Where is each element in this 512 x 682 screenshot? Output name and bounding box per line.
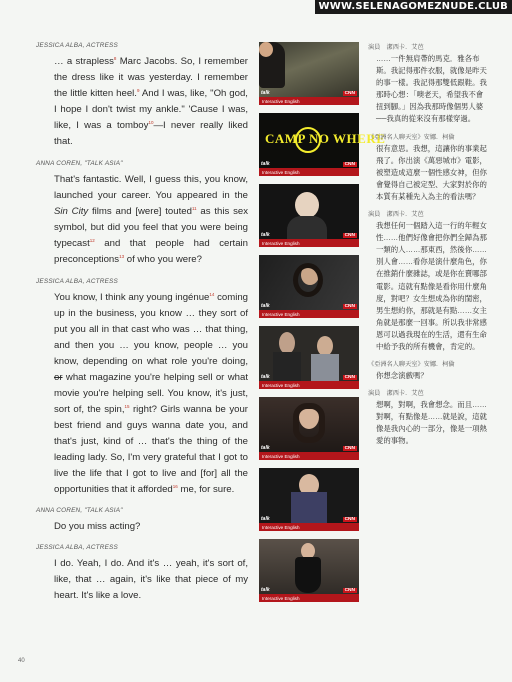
video-still: talk CNN Interactive English	[259, 42, 359, 105]
cnn-logo: CNN	[344, 304, 355, 309]
speaker-label: JESSICA ALBA, ACTRESS	[36, 42, 118, 49]
zh-speaker-label: 《亞洲名人聊天室》安娜．柯倫	[368, 133, 455, 141]
footnote-marker: 12	[89, 237, 95, 243]
zh-speech-paragraph: 很有意思。我想，這讓你的事業起飛了。你出演《萬惡城市》電影，被塑造成這麼一個性感女神，但你會覺得自己被定型、大家對於你的本質有某種先入為主的看法嗎？	[376, 143, 487, 201]
speech-paragraph: Do you miss acting?	[54, 521, 141, 532]
footnote-marker: 16	[172, 483, 178, 489]
chinese-transcript	[368, 42, 490, 454]
footnote-marker: 14	[209, 291, 215, 297]
cnn-logo: CNN	[344, 517, 355, 522]
zh-speech-paragraph: 我想任何一個踏入這一行的年輕女性……他們好像會把你們全歸為那一類的人……那東西，然後你……別人會……看你是演什麼角色，你在推銷什麼雜誌，或是你在賣哪部電影。這就有點像是看你用什麼角度，對吧？女生想成為你的閨密，男生想約你，那就是有點……女主角就是那麼一回事。所以我非常感恩可以過我現在的生活，還有生命中給予我的所有機會，肯定的。	[376, 221, 487, 351]
zh-speaker-label: 《亞洲名人聊天室》安娜．柯倫	[368, 361, 455, 369]
zh-speech-paragraph: 你想念演戲嗎？	[376, 371, 428, 381]
zh-speech-paragraph: 想啊，對啊，我會想念。而且……對啊，有點像是……就是說，這就像是我內心的一部分，像是一項熱愛的事物。	[376, 400, 487, 446]
cnn-logo: CNN	[344, 233, 355, 238]
cnn-logo: CNN	[344, 446, 355, 451]
watermark: WWW.SELENAGOMEZNUDE.CLUB	[315, 0, 512, 14]
cnn-logo: CNN	[344, 162, 355, 167]
speech-paragraph: … a strapless$^8$ Marc Jacobs. So, I remember the dress like it was yesterday. I remember the little kitten heel.$^9$ And I was, like, "Oh god, I hope I don't twist my ankle." 'Cause I was, like, I was a tomboy$^{10}$—I never really liked that.	[54, 55, 248, 147]
speaker-label: ANNA COREN, "TALK ASIA"	[36, 507, 123, 514]
english-transcript	[36, 42, 248, 614]
video-still: talk CNN Interactive English	[259, 255, 359, 318]
footnote-marker: 13	[119, 253, 125, 259]
video-still: talk CNN Interactive English	[259, 184, 359, 247]
speaker-label: ANNA COREN, "TALK ASIA"	[36, 160, 123, 167]
cnn-logo: CNN	[344, 375, 355, 380]
speech-paragraph: You know, I think any young ingénue$^{14}$ coming up in the business, you know … they sort of put you all in that cast who was … that thing, and then you … you know, people … you know, depending on what role you're doing, or what magazine you're helping sell or what movie you're helping sell. You know, it's just, sort of, the spin,$^{15}$ right? Girls wanna be your best friend and guys wanna date you, and that's just, kind of … that's the thing of the leading lady. So, I'm very grateful that I got to live the life that I got to live and [for] all the opportunities that it afforded$^{16}$ me, for sure.	[54, 291, 249, 495]
cnn-logo: CNN	[344, 91, 355, 96]
page-number: 40	[18, 658, 25, 664]
zh-speaker-label: 演員 潔西卡．艾芭	[368, 44, 424, 51]
video-still: talk CNN Interactive English	[259, 397, 359, 460]
footnote-marker: 8	[113, 55, 117, 61]
zh-speech-paragraph: ……一件無肩帶的馬克．雅各布斯。我記得那件衣服，就像是昨天的事一樣。我記得那雙低跟鞋。我那時心想：「噢老天，希望我不會扭到腳。」因為我那時像個男人婆──我真的從來沒有那樣穿過。	[376, 54, 487, 124]
speaker-label: JESSICA ALBA, ACTRESS	[36, 278, 118, 285]
video-still: talk CNN Interactive English	[259, 468, 359, 531]
footnote-marker: 15	[124, 403, 130, 409]
camp-sign: CAMP NO WHERE	[265, 131, 386, 146]
video-stills	[259, 42, 386, 610]
video-still: CAMP NO WHERE talk CNN Interactive English	[259, 113, 359, 176]
footnote-marker: 11	[191, 205, 197, 211]
video-still: talk CNN Interactive English	[259, 326, 359, 389]
cnn-logo: CNN	[344, 588, 355, 593]
speech-paragraph: That's fantastic. Well, I guess this, you know, launched your career. You appeared in the Sin City films and [were] touted$^{11}$ as this sex symbol, but did you feel that you were being typecast$^{12}$ and that people had certain preconceptions$^{13}$ of who you were?	[54, 174, 249, 265]
zh-speaker-label: 演員 潔西卡．艾芭	[368, 211, 424, 219]
footnote-marker: 10	[148, 119, 154, 125]
speaker-label: JESSICA ALBA, ACTRESS	[36, 544, 118, 551]
video-still: talk CNN Interactive English	[259, 539, 359, 602]
footnote-marker: 9	[136, 87, 140, 93]
speech-paragraph: I do. Yeah, I do. And it's … yeah, it's sort of, like, that … again, it's like that piece of my heart. It's like a love.	[54, 558, 248, 601]
zh-speaker-label: 演員 潔西卡．艾芭	[368, 390, 424, 398]
